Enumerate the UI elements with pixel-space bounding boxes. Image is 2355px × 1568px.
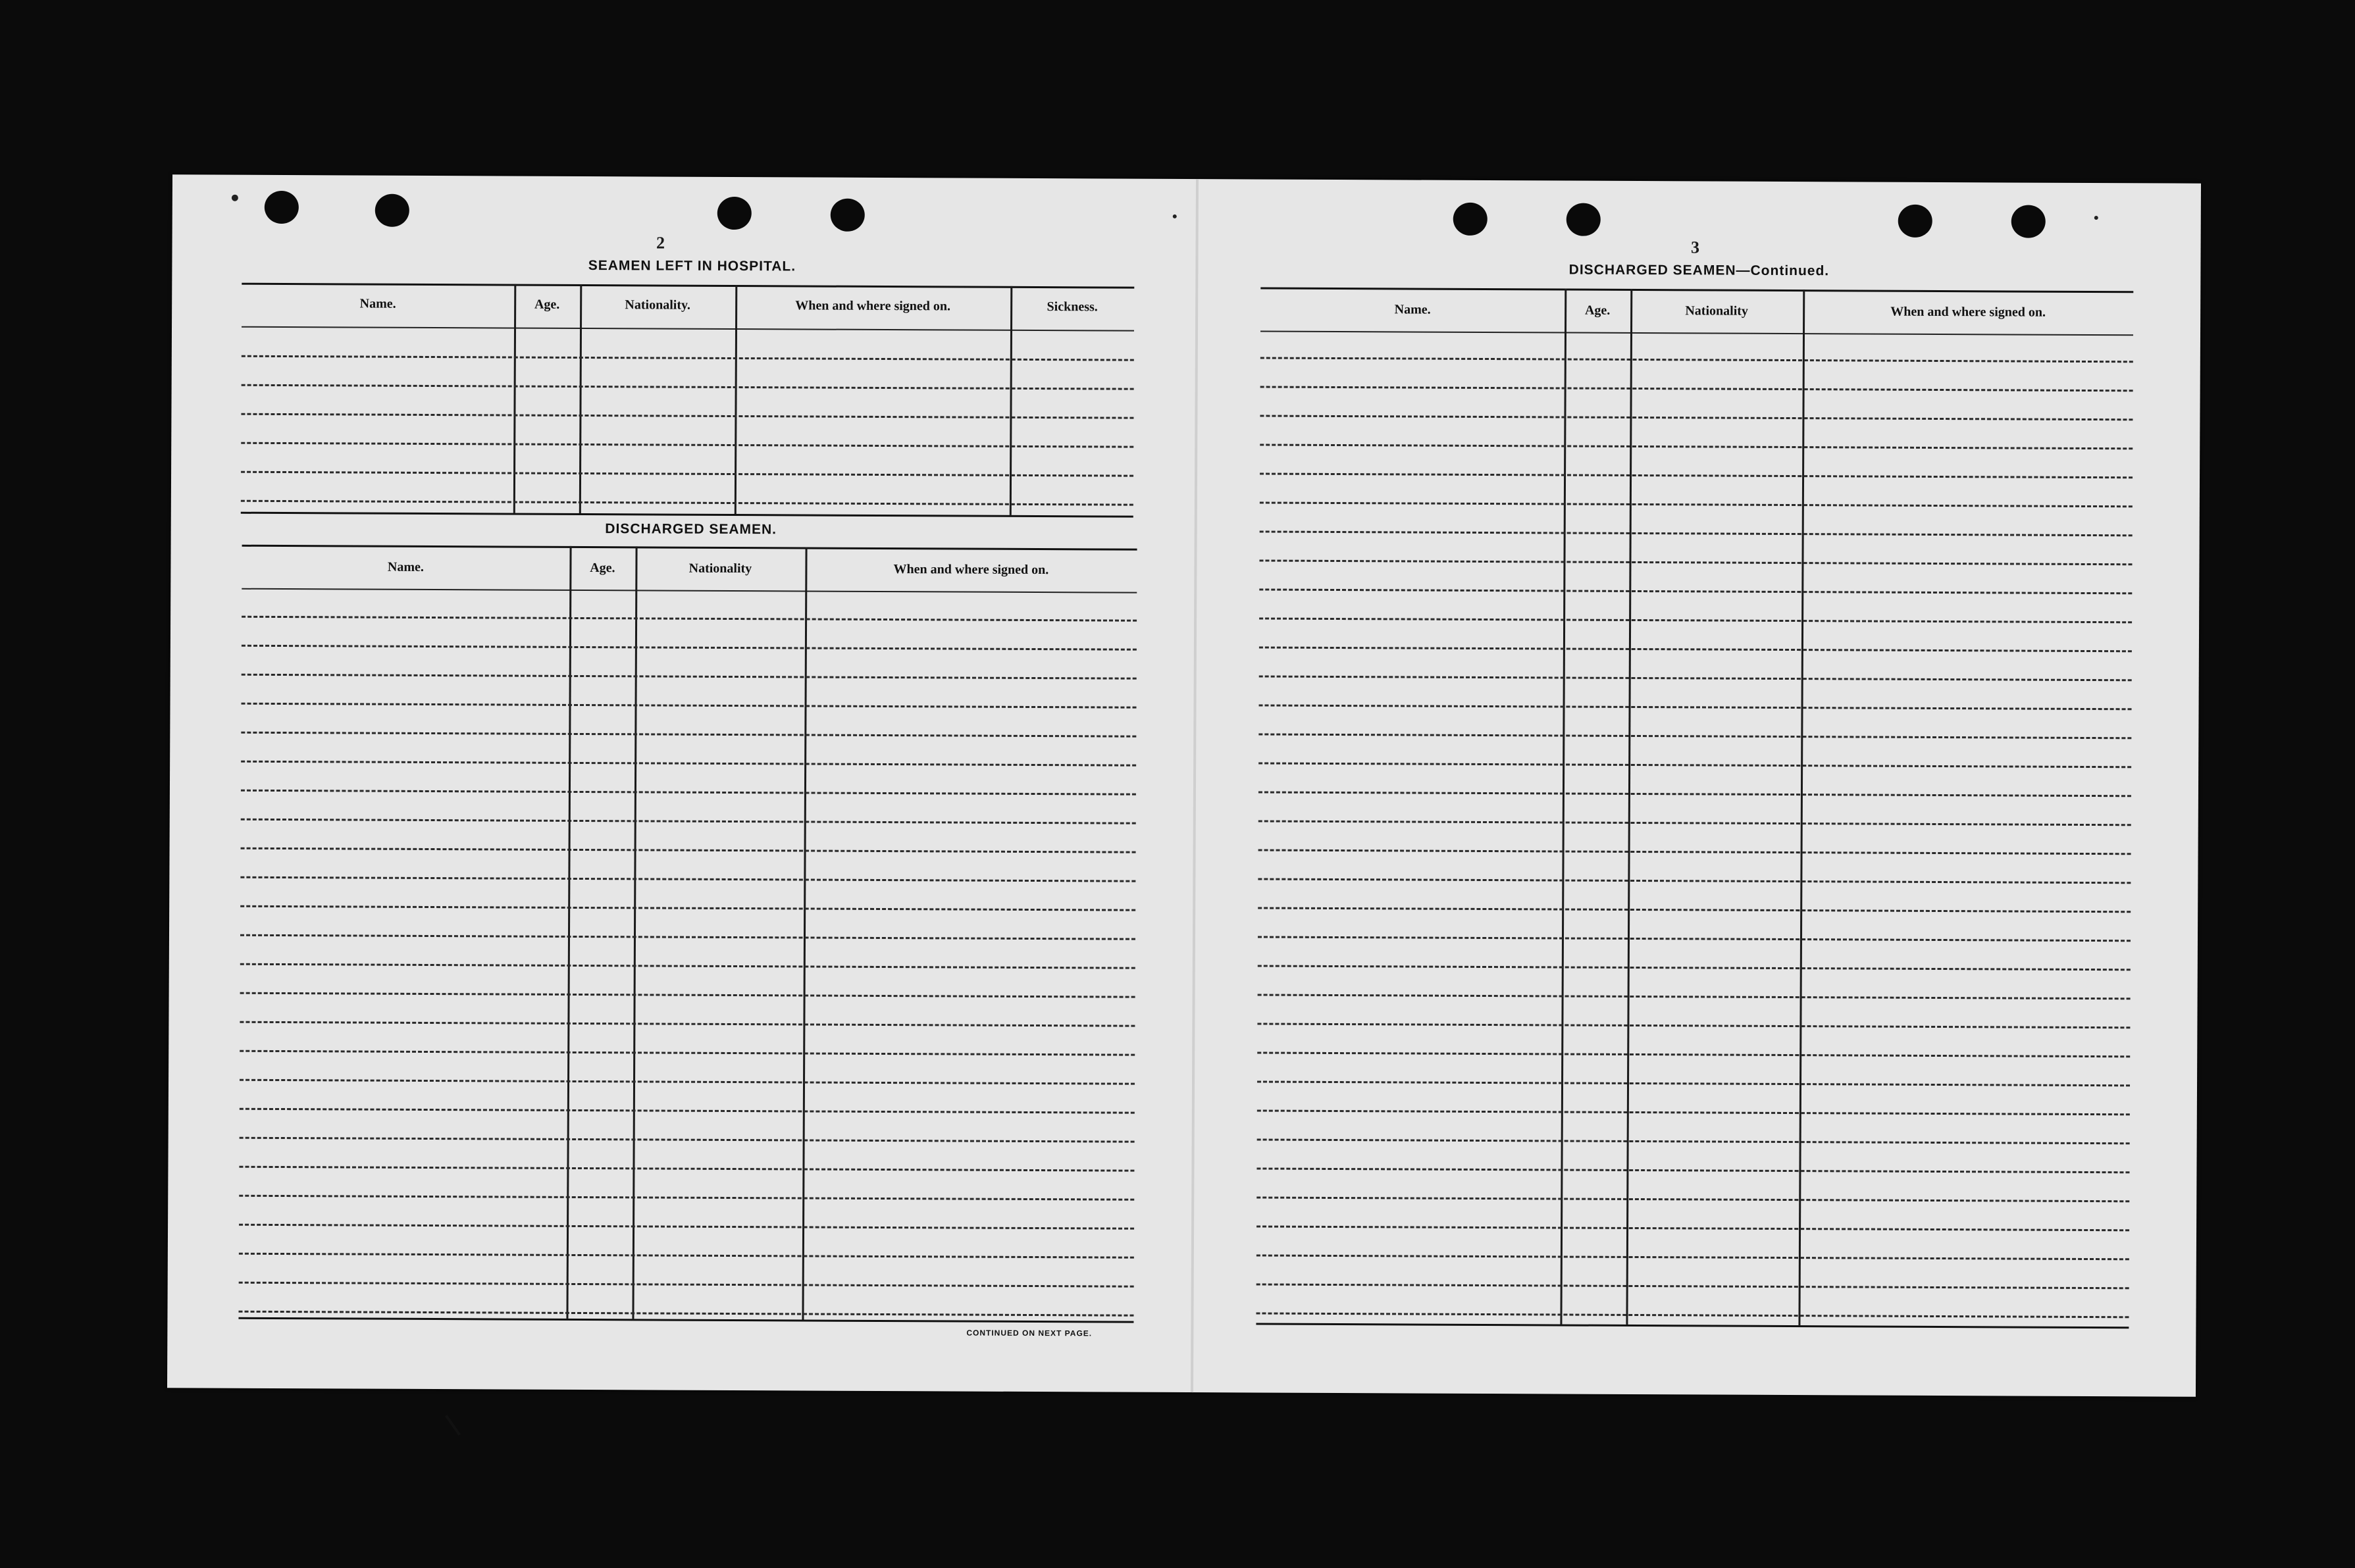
punch-hole xyxy=(831,199,865,232)
column-divider xyxy=(632,546,637,1319)
table-rule xyxy=(242,283,1134,289)
ruled-line xyxy=(240,905,1135,911)
ruled-line xyxy=(1259,559,2132,565)
ruled-line xyxy=(1256,1225,2129,1231)
ruled-line xyxy=(240,1108,1135,1114)
ink-speck xyxy=(1173,215,1177,218)
table-rule xyxy=(238,1317,1133,1323)
header-age: Age. xyxy=(1584,303,1611,318)
header-nationality: Nationality. xyxy=(625,297,690,313)
header-name: Name. xyxy=(387,559,424,574)
ruled-line xyxy=(1257,1080,2130,1086)
header-signed-on: When and where signed on. xyxy=(893,562,1049,578)
discharged-table-right xyxy=(1256,288,2133,1331)
header-name: Name. xyxy=(359,296,396,311)
ruled-line xyxy=(1259,588,2132,594)
ruled-line xyxy=(241,819,1136,824)
ruled-line xyxy=(1260,415,2133,420)
discharged-table-left xyxy=(238,545,1137,1324)
column-divider xyxy=(566,546,571,1319)
ruled-line xyxy=(241,790,1136,796)
ruled-line xyxy=(241,442,1133,448)
ruled-line xyxy=(240,876,1135,882)
punch-hole xyxy=(1453,203,1488,236)
ruled-line xyxy=(241,761,1136,767)
ruled-line xyxy=(241,732,1136,738)
ruled-line xyxy=(1256,1196,2129,1202)
hospital-table xyxy=(241,283,1135,520)
continued-footer: CONTINUED ON NEXT PAGE. xyxy=(966,1328,1093,1338)
column-divider xyxy=(1010,286,1013,515)
ruled-line xyxy=(1260,443,2133,449)
ruled-line xyxy=(241,500,1133,506)
ruled-line xyxy=(242,645,1137,651)
ruled-line xyxy=(1260,386,2133,392)
column-divider xyxy=(802,547,807,1319)
ruled-line xyxy=(242,616,1137,622)
table-rule xyxy=(242,326,1134,332)
punch-hole xyxy=(265,191,299,224)
ruled-line xyxy=(1259,617,2132,623)
table-rule xyxy=(241,512,1133,518)
ruled-line xyxy=(1257,1023,2130,1028)
ruled-line xyxy=(1257,1109,2130,1115)
ink-speck xyxy=(2094,216,2098,220)
header-nationality: Nationality xyxy=(1685,303,1748,318)
column-divider xyxy=(735,285,738,514)
ruled-line xyxy=(241,847,1136,853)
table-rule xyxy=(242,545,1137,551)
header-name: Name. xyxy=(1394,302,1431,317)
ruled-line xyxy=(1258,878,2131,884)
ruled-line xyxy=(1258,733,2131,739)
discharged-title: DISCHARGED SEAMEN. xyxy=(605,521,777,538)
ruled-line xyxy=(238,1311,1133,1317)
ruled-line xyxy=(1256,1283,2129,1289)
ruled-line xyxy=(239,1253,1134,1259)
ruled-line xyxy=(240,1021,1135,1027)
ruled-line xyxy=(1260,472,2133,478)
punch-hole xyxy=(2011,205,2046,238)
ruled-line xyxy=(1258,762,2131,768)
ruled-line xyxy=(241,413,1133,419)
ruled-line xyxy=(1258,936,2131,942)
ruled-line xyxy=(1259,646,2132,652)
ruled-line xyxy=(240,934,1135,940)
ruled-line xyxy=(1256,1254,2129,1260)
ruled-line xyxy=(242,703,1137,709)
column-divider xyxy=(513,284,517,513)
ruled-line xyxy=(240,1137,1135,1143)
page-number-left: 2 xyxy=(656,233,665,253)
ruled-line xyxy=(1260,530,2133,536)
page-fold xyxy=(1191,179,1199,1392)
ruled-line xyxy=(1257,1138,2130,1144)
ruled-line xyxy=(1258,994,2131,999)
header-signed-on: When and where signed on. xyxy=(1890,304,2046,320)
table-rule xyxy=(1256,1323,2129,1328)
header-age: Age. xyxy=(590,561,615,576)
ruled-line xyxy=(240,992,1135,998)
ruled-line xyxy=(240,1050,1135,1056)
ruled-line xyxy=(1258,791,2131,797)
ruled-line xyxy=(242,674,1137,680)
ruled-line xyxy=(1258,965,2131,971)
ruled-line xyxy=(240,1079,1135,1085)
ruled-line xyxy=(1256,1167,2129,1173)
ruled-line xyxy=(1257,1051,2130,1057)
document-sheet xyxy=(167,174,2201,1396)
ruled-line xyxy=(239,1224,1134,1230)
column-divider xyxy=(579,284,582,513)
punch-hole xyxy=(375,194,409,227)
ruled-line xyxy=(242,384,1134,390)
header-age: Age. xyxy=(534,297,560,312)
ruled-line xyxy=(239,1282,1134,1288)
ruled-line xyxy=(242,355,1134,361)
hospital-title: SEAMEN LEFT IN HOSPITAL. xyxy=(588,258,796,274)
ruled-line xyxy=(239,1166,1134,1172)
punch-hole xyxy=(1898,205,1932,238)
ruled-line xyxy=(1259,675,2132,681)
punch-hole xyxy=(1566,203,1601,236)
punch-hole xyxy=(717,197,752,230)
discharged-continued-title: DISCHARGED SEAMEN—Continued. xyxy=(1568,262,1830,279)
ruled-line xyxy=(1260,501,2133,507)
ruled-line xyxy=(1258,849,2131,855)
ruled-line xyxy=(240,963,1135,969)
ruled-line xyxy=(1258,820,2131,826)
ruled-line xyxy=(1256,1312,2129,1318)
ruled-line xyxy=(239,1195,1134,1201)
ruled-line xyxy=(1260,357,2133,363)
ruled-line xyxy=(1258,907,2131,913)
table-rule xyxy=(1260,330,2133,336)
table-rule xyxy=(1260,288,2133,293)
ink-speck xyxy=(232,195,238,201)
table-rule xyxy=(242,588,1137,594)
header-signed-on: When and where signed on. xyxy=(795,298,951,314)
header-sickness: Sickness. xyxy=(1047,299,1098,315)
ruled-line xyxy=(241,471,1133,477)
ruled-line xyxy=(1259,704,2132,710)
film-mark xyxy=(445,1415,461,1436)
header-nationality: Nationality xyxy=(688,561,752,576)
page-number-right: 3 xyxy=(1691,238,1700,257)
